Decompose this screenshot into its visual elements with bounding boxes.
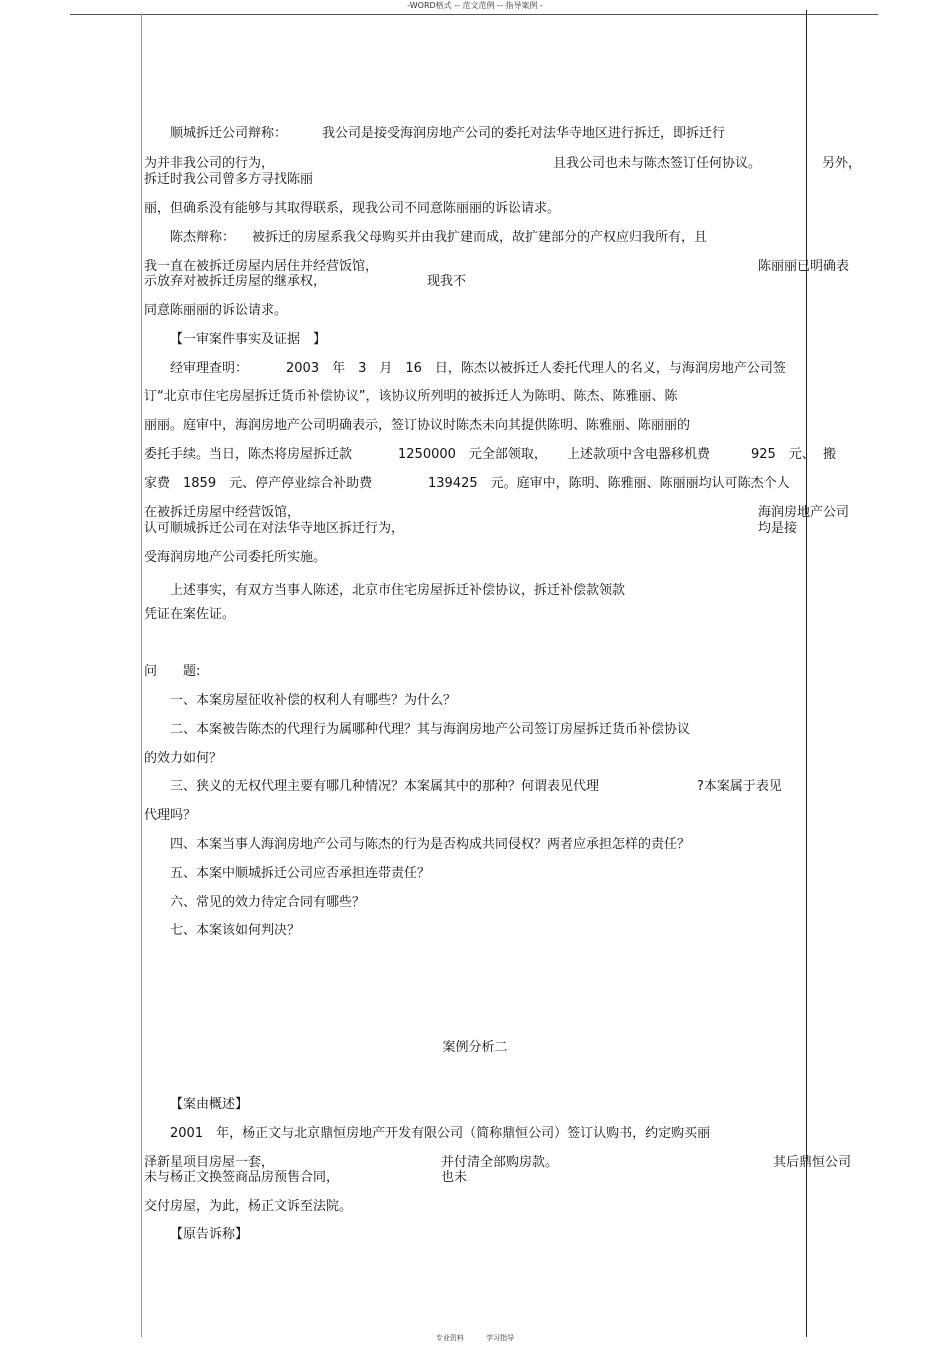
text-line: 陈杰辩称： bbox=[170, 230, 236, 245]
text-line: 2001 年，杨正文与北京鼎恒房地产开发有限公司（简称鼎恒公司）签订认购书，约定购买丽 bbox=[170, 1126, 711, 1141]
section-heading: 【案由概述】 bbox=[170, 1097, 249, 1112]
question-item: 七、本案该如何判决？ bbox=[170, 923, 301, 938]
text-line: 并付清全部购房款。 bbox=[441, 1155, 559, 1170]
text-line: 搬 bbox=[823, 447, 837, 462]
text-line: 且我公司也未与陈杰签订任何协议。 bbox=[553, 156, 762, 171]
question-item: 四、本案当事人海润房地产公司与陈杰的行为是否构成共同侵权？两者应承担怎样的责任？ bbox=[170, 837, 691, 852]
footer-left: 专业资料 bbox=[435, 1334, 464, 1342]
footer-right: 学习指导 bbox=[486, 1334, 515, 1342]
text-line: 认可顺城拆迁公司在对法华寺地区拆迁行为， bbox=[144, 521, 405, 536]
section-heading: 【一审案件事实及证据 】 bbox=[170, 332, 327, 347]
question-item: 三、狭义的无权代理主要有哪几种情况？本案属其中的那种？何谓表见代理 bbox=[170, 779, 600, 794]
question-item: ?本案属于表见 bbox=[697, 779, 782, 794]
text-line: 在被拆迁房屋中经营饭馆， bbox=[144, 505, 301, 520]
text-line: 受海润房地产公司委托所实施。 bbox=[144, 550, 327, 565]
question-item: 五、本案中顺城拆迁公司应否承担连带责任？ bbox=[170, 866, 431, 881]
question-item: 二、本案被告陈杰的代理行为属哪种代理？其与海润房地产公司签订房屋拆迁货币补偿协议 bbox=[170, 722, 691, 737]
text-line: 泽新星项目房屋一套， bbox=[144, 1155, 275, 1170]
text-line: 1250000 元全部领取， bbox=[398, 447, 547, 462]
text-line: 139425 元。庭审中，陈明、陈雅丽、陈丽丽均认可陈杰个人 bbox=[428, 476, 790, 491]
page-footer bbox=[0, 1333, 950, 1343]
question-item: 代理吗？ bbox=[144, 808, 197, 823]
frame-left-border bbox=[141, 14, 142, 1337]
text-line: 均是接 bbox=[758, 521, 798, 536]
text-line: 拆迁时我公司曾多方寻找陈丽 bbox=[144, 172, 314, 187]
text-line: 也未 bbox=[441, 1170, 468, 1185]
question-item: 一、本案房屋征收补偿的权利人有哪些？为什么？ bbox=[170, 693, 457, 708]
text-line: 家费 1859 元、停产停业综合补助费 bbox=[144, 476, 373, 491]
text-line: 被拆迁的房屋系我父母购买并由我扩建而成，故扩建部分的产权应归我所有，且 bbox=[252, 230, 708, 245]
text-line: 其后鼎恒公司 bbox=[773, 1155, 852, 1170]
text-line: 海润房地产公司 bbox=[758, 505, 850, 520]
text-line: 我公司是接受海润房地产公司的委托对法华寺地区进行拆迁，即拆迁行 bbox=[322, 126, 726, 141]
header-rule bbox=[70, 14, 878, 15]
text-line: 为并非我公司的行为， bbox=[144, 156, 275, 171]
text-line: 2003 年 3 月 16 日，陈杰以被拆迁人委托代理人的名义，与海润房地产公司签 bbox=[286, 361, 786, 376]
text-line: 925 元、 bbox=[751, 447, 815, 462]
text-line: 丽，但确系没有能够与其取得联系，现我公司不同意陈丽丽的诉讼请求。 bbox=[144, 201, 561, 216]
page-header: -WORD格式 -- 范文范例 -- 指导案例 - bbox=[407, 1, 543, 10]
text-line: 交付房屋，为此，杨正文诉至法院。 bbox=[144, 1199, 353, 1214]
text-line: 现我不 bbox=[427, 274, 467, 289]
questions-heading: 问 题: bbox=[144, 664, 201, 679]
text-line: 经审理查明： bbox=[170, 361, 249, 376]
text-line: 丽丽。庭审中，海润房地产公司明确表示，签订协议时陈杰未向其提供陈明、陈雅丽、陈丽丽的 bbox=[144, 418, 691, 433]
text-line: 我一直在被拆迁房屋内居住并经营饭馆， bbox=[144, 259, 379, 274]
text-line: 陈丽丽已明确表 bbox=[758, 259, 850, 274]
text-line: 上述款项中含电器移机费 bbox=[567, 447, 711, 462]
text-line: 另外， bbox=[822, 156, 862, 171]
text-line: 上述事实，有双方当事人陈述，北京市住宅房屋拆迁补偿协议，拆迁补偿款领款 bbox=[170, 583, 626, 598]
text-line: 同意陈丽丽的诉讼请求。 bbox=[144, 303, 288, 318]
text-line: 未与杨正文换签商品房预售合同， bbox=[144, 1170, 340, 1185]
case-title: 案例分析二 bbox=[442, 1040, 508, 1055]
text-line: 委托手续。当日，陈杰将房屋拆迁款 bbox=[144, 447, 353, 462]
question-item: 的效力如何？ bbox=[144, 751, 223, 766]
frame-right-border bbox=[806, 10, 807, 1337]
text-line: 凭证在案佐证。 bbox=[144, 607, 236, 622]
text-line: 顺城拆迁公司辩称： bbox=[170, 126, 288, 141]
text-line: 订“北京市住宅房屋拆迁货币补偿协议”，该协议所列明的被拆迁人为陈明、陈杰、陈雅丽、陈 bbox=[144, 389, 678, 404]
question-item: 六、常见的效力待定合同有哪些？ bbox=[170, 895, 366, 910]
text-line: 示放弃对被拆迁房屋的继承权， bbox=[144, 274, 327, 289]
section-heading: 【原告诉称】 bbox=[170, 1227, 249, 1242]
